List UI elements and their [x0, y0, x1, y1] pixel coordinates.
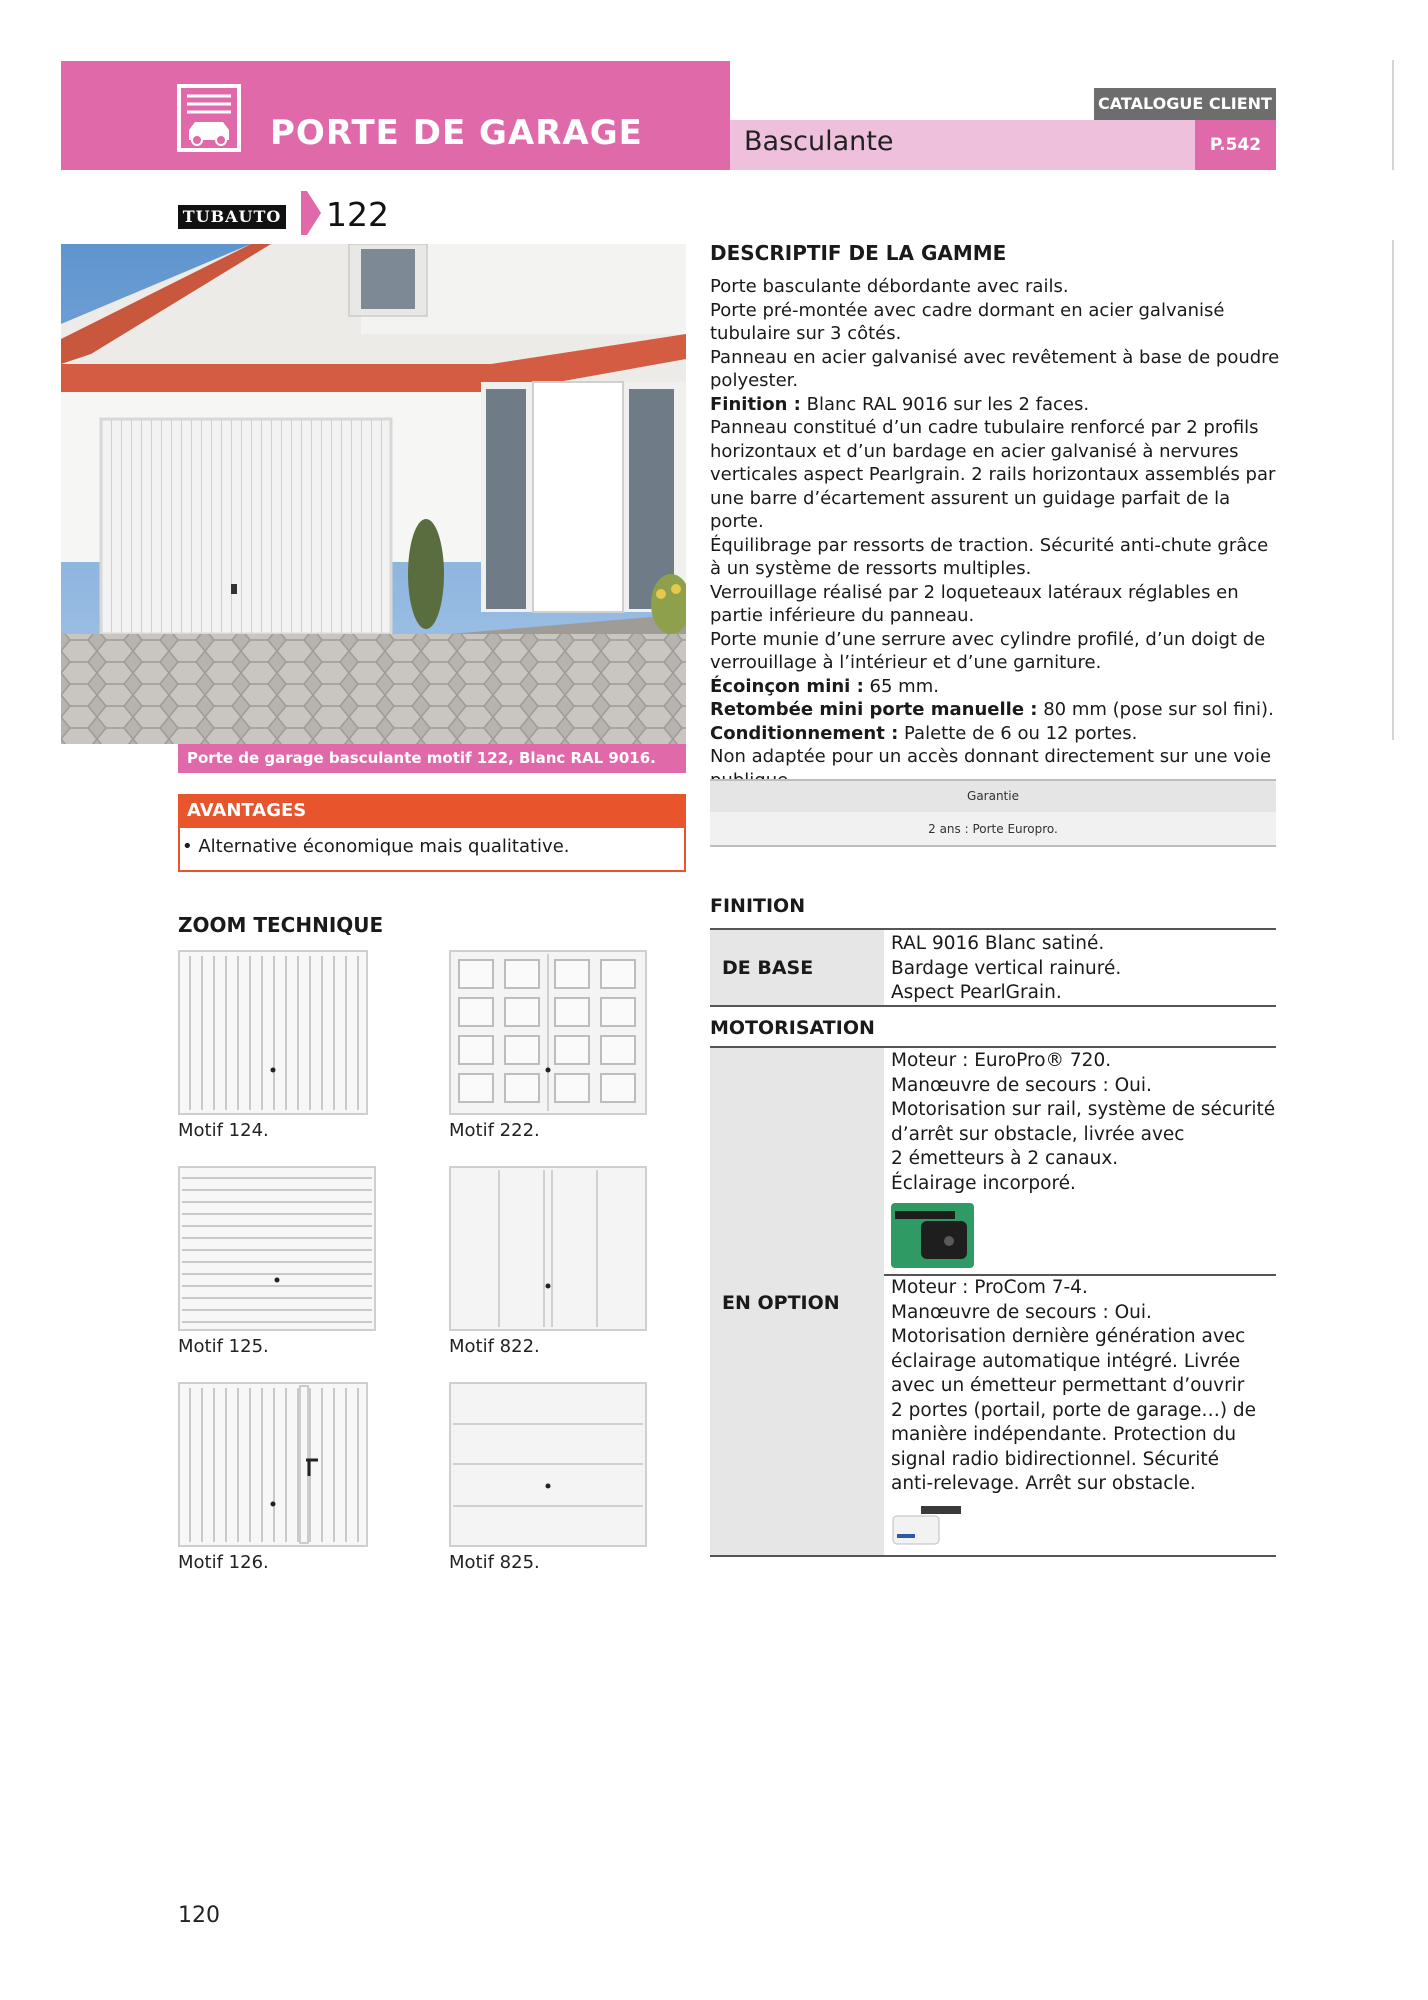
- description-line-label: Écoinçon mini :: [710, 675, 864, 697]
- motor-option-line: manière indépendante. Protection du: [891, 1424, 1237, 1445]
- finition-line: RAL 9016 Blanc satiné.: [891, 933, 1105, 954]
- page-title: PORTE DE GARAGE: [270, 113, 643, 153]
- description-line: [710, 416, 1280, 534]
- motor-option-line: Motorisation dernière génération avec: [891, 1326, 1246, 1347]
- motor-option-line: 2 émetteurs à 2 canaux.: [891, 1148, 1119, 1169]
- photo-caption: Porte de garage basculante motif 122, Blanc RAL 9016.: [178, 744, 686, 773]
- finition-line: Aspect PearlGrain.: [891, 982, 1062, 1003]
- description-line: [710, 346, 1280, 393]
- zoom-title: ZOOM TECHNIQUE: [178, 913, 384, 937]
- product-photo: [61, 244, 686, 744]
- edge-divider: [1392, 60, 1394, 170]
- motor-option-line: Moteur : ProCom 7-4.: [891, 1277, 1088, 1298]
- description-line-text: Non adaptée pour un accès donnant directement sur une voie: [710, 746, 1272, 767]
- description-line-label: Retombée mini porte manuelle :: [710, 699, 1038, 720]
- advantages-title: AVANTAGES: [178, 794, 686, 828]
- description-body: [710, 275, 1280, 792]
- motif-label: Motif 126.: [178, 1552, 269, 1573]
- finition-row-label: DE BASE: [722, 957, 814, 979]
- motor-option-2: [891, 1276, 1256, 1497]
- garage-car-icon: [177, 84, 241, 152]
- motif-825-swatch: [449, 1382, 647, 1547]
- motor-option-line: éclairage automatique intégré. Livrée: [891, 1350, 1241, 1372]
- motif-label: Motif 825.: [449, 1552, 540, 1573]
- description-line-label: Conditionnement :: [710, 722, 899, 744]
- motif-label: Motif 125.: [178, 1336, 269, 1357]
- edge-divider: [1392, 240, 1394, 740]
- motor-option-line: anti-relevage. Arrêt sur obstacle.: [891, 1473, 1196, 1494]
- procom-motor-image: [891, 1502, 963, 1550]
- description-line-text: Panneau constitué d’un cadre tubulaire renforcé par 2 profils horizontaux et d’un bardage en acier galvanisé à nervures verticales aspect Pearlgrain. 2 rails horizontaux assemblés par une barre d’écartement assurent un guidage parfait de la porte.: [710, 417, 1276, 532]
- guarantee-value: 2 ans : Porte Europro.: [710, 812, 1276, 847]
- description-line: [710, 393, 1280, 417]
- table-rule: [710, 1555, 1276, 1557]
- table-rule: [710, 1005, 1276, 1007]
- description-line: [710, 534, 1280, 581]
- description-line: [710, 628, 1280, 675]
- description-line-text: Porte pré-montée avec cadre dormant en acier galvanisé tubulaire sur 3 côtés.: [710, 299, 1225, 344]
- motif-222-swatch: [449, 950, 647, 1115]
- description-line: [710, 275, 1280, 299]
- model-number: 122: [326, 195, 389, 234]
- guarantee-label: Garantie: [710, 779, 1276, 812]
- description-line-text: Palette de 6 ou 12 portes.: [898, 722, 1138, 744]
- motorisation-title: MOTORISATION: [710, 1017, 875, 1039]
- description-line: [710, 698, 1280, 722]
- finition-title: FINITION: [710, 895, 806, 917]
- motorisation-row-label: EN OPTION: [722, 1292, 840, 1314]
- finition-line: Bardage vertical rainuré.: [891, 957, 1122, 979]
- finition-value: [891, 932, 1121, 1006]
- description-line: [710, 722, 1280, 746]
- page-subtitle: Basculante: [744, 126, 894, 157]
- page-number: 120: [178, 1903, 220, 1928]
- motor-option-line: d’arrêt sur obstacle, livrée avec: [891, 1123, 1185, 1145]
- description-line: [710, 581, 1280, 628]
- description-line-text: 65 mm.: [863, 675, 939, 697]
- description-line: [710, 675, 1280, 699]
- motif-label: Motif 822.: [449, 1336, 540, 1357]
- motor-option-line: signal radio bidirectionnel. Sécurité: [891, 1448, 1219, 1470]
- motif-label: Motif 124.: [178, 1120, 269, 1141]
- description-line-text: Verrouillage réalisé par 2 loqueteaux latéraux réglables en partie inférieure du panneau.: [710, 581, 1239, 626]
- motor-option-line: avec un émetteur permettant d’ouvrir: [891, 1375, 1245, 1396]
- motif-label: Motif 222.: [449, 1120, 540, 1141]
- brand-logo: TUBAUTO: [178, 205, 286, 229]
- motif-822-swatch: [449, 1166, 647, 1331]
- motor-option-line: Éclairage incorporé.: [891, 1172, 1076, 1194]
- description-line-text: Porte basculante débordante avec rails.: [710, 276, 1069, 297]
- motor-option-1: [891, 1049, 1275, 1196]
- motor-option-line: 2 portes (portail, porte de garage…) de: [891, 1399, 1257, 1421]
- motif-124-swatch: [178, 950, 368, 1115]
- description-line-text: Équilibrage par ressorts de traction. Sécurité anti-chute grâce à un système de ressorts multiples.: [710, 534, 1269, 579]
- catalogue-badge: CATALOGUE CLIENT: [1094, 88, 1276, 120]
- description-line-text: Blanc RAL 9016 sur les 2 faces.: [800, 393, 1090, 415]
- motif-126-swatch: [178, 1382, 368, 1547]
- description-line-text: Porte munie d’une serrure avec cylindre profilé, d’un doigt de verrouillage à l’intérieur et d’une garniture.: [710, 628, 1266, 673]
- description-line-text: 80 mm (pose sur sol fini).: [1037, 699, 1274, 720]
- description-line: [710, 299, 1280, 346]
- chevron-right-icon: [301, 191, 321, 235]
- motor-option-line: Moteur : EuroPro® 720.: [891, 1050, 1112, 1071]
- page-reference-badge: P.542: [1195, 120, 1276, 170]
- description-title: DESCRIPTIF DE LA GAMME: [710, 241, 1007, 265]
- description-line-label: Finition :: [710, 393, 801, 415]
- motor-option-line: Manœuvre de secours : Oui.: [891, 1074, 1152, 1096]
- europro-motor-image: [891, 1203, 974, 1268]
- motif-125-swatch: [178, 1166, 376, 1331]
- motor-option-line: Motorisation sur rail, système de sécurité: [891, 1099, 1276, 1120]
- advantage-item: • Alternative économique mais qualitative.: [182, 836, 570, 857]
- motor-option-line: Manœuvre de secours : Oui.: [891, 1301, 1152, 1323]
- description-line-text: Panneau en acier galvanisé avec revêtement à base de poudre polyester.: [710, 346, 1280, 391]
